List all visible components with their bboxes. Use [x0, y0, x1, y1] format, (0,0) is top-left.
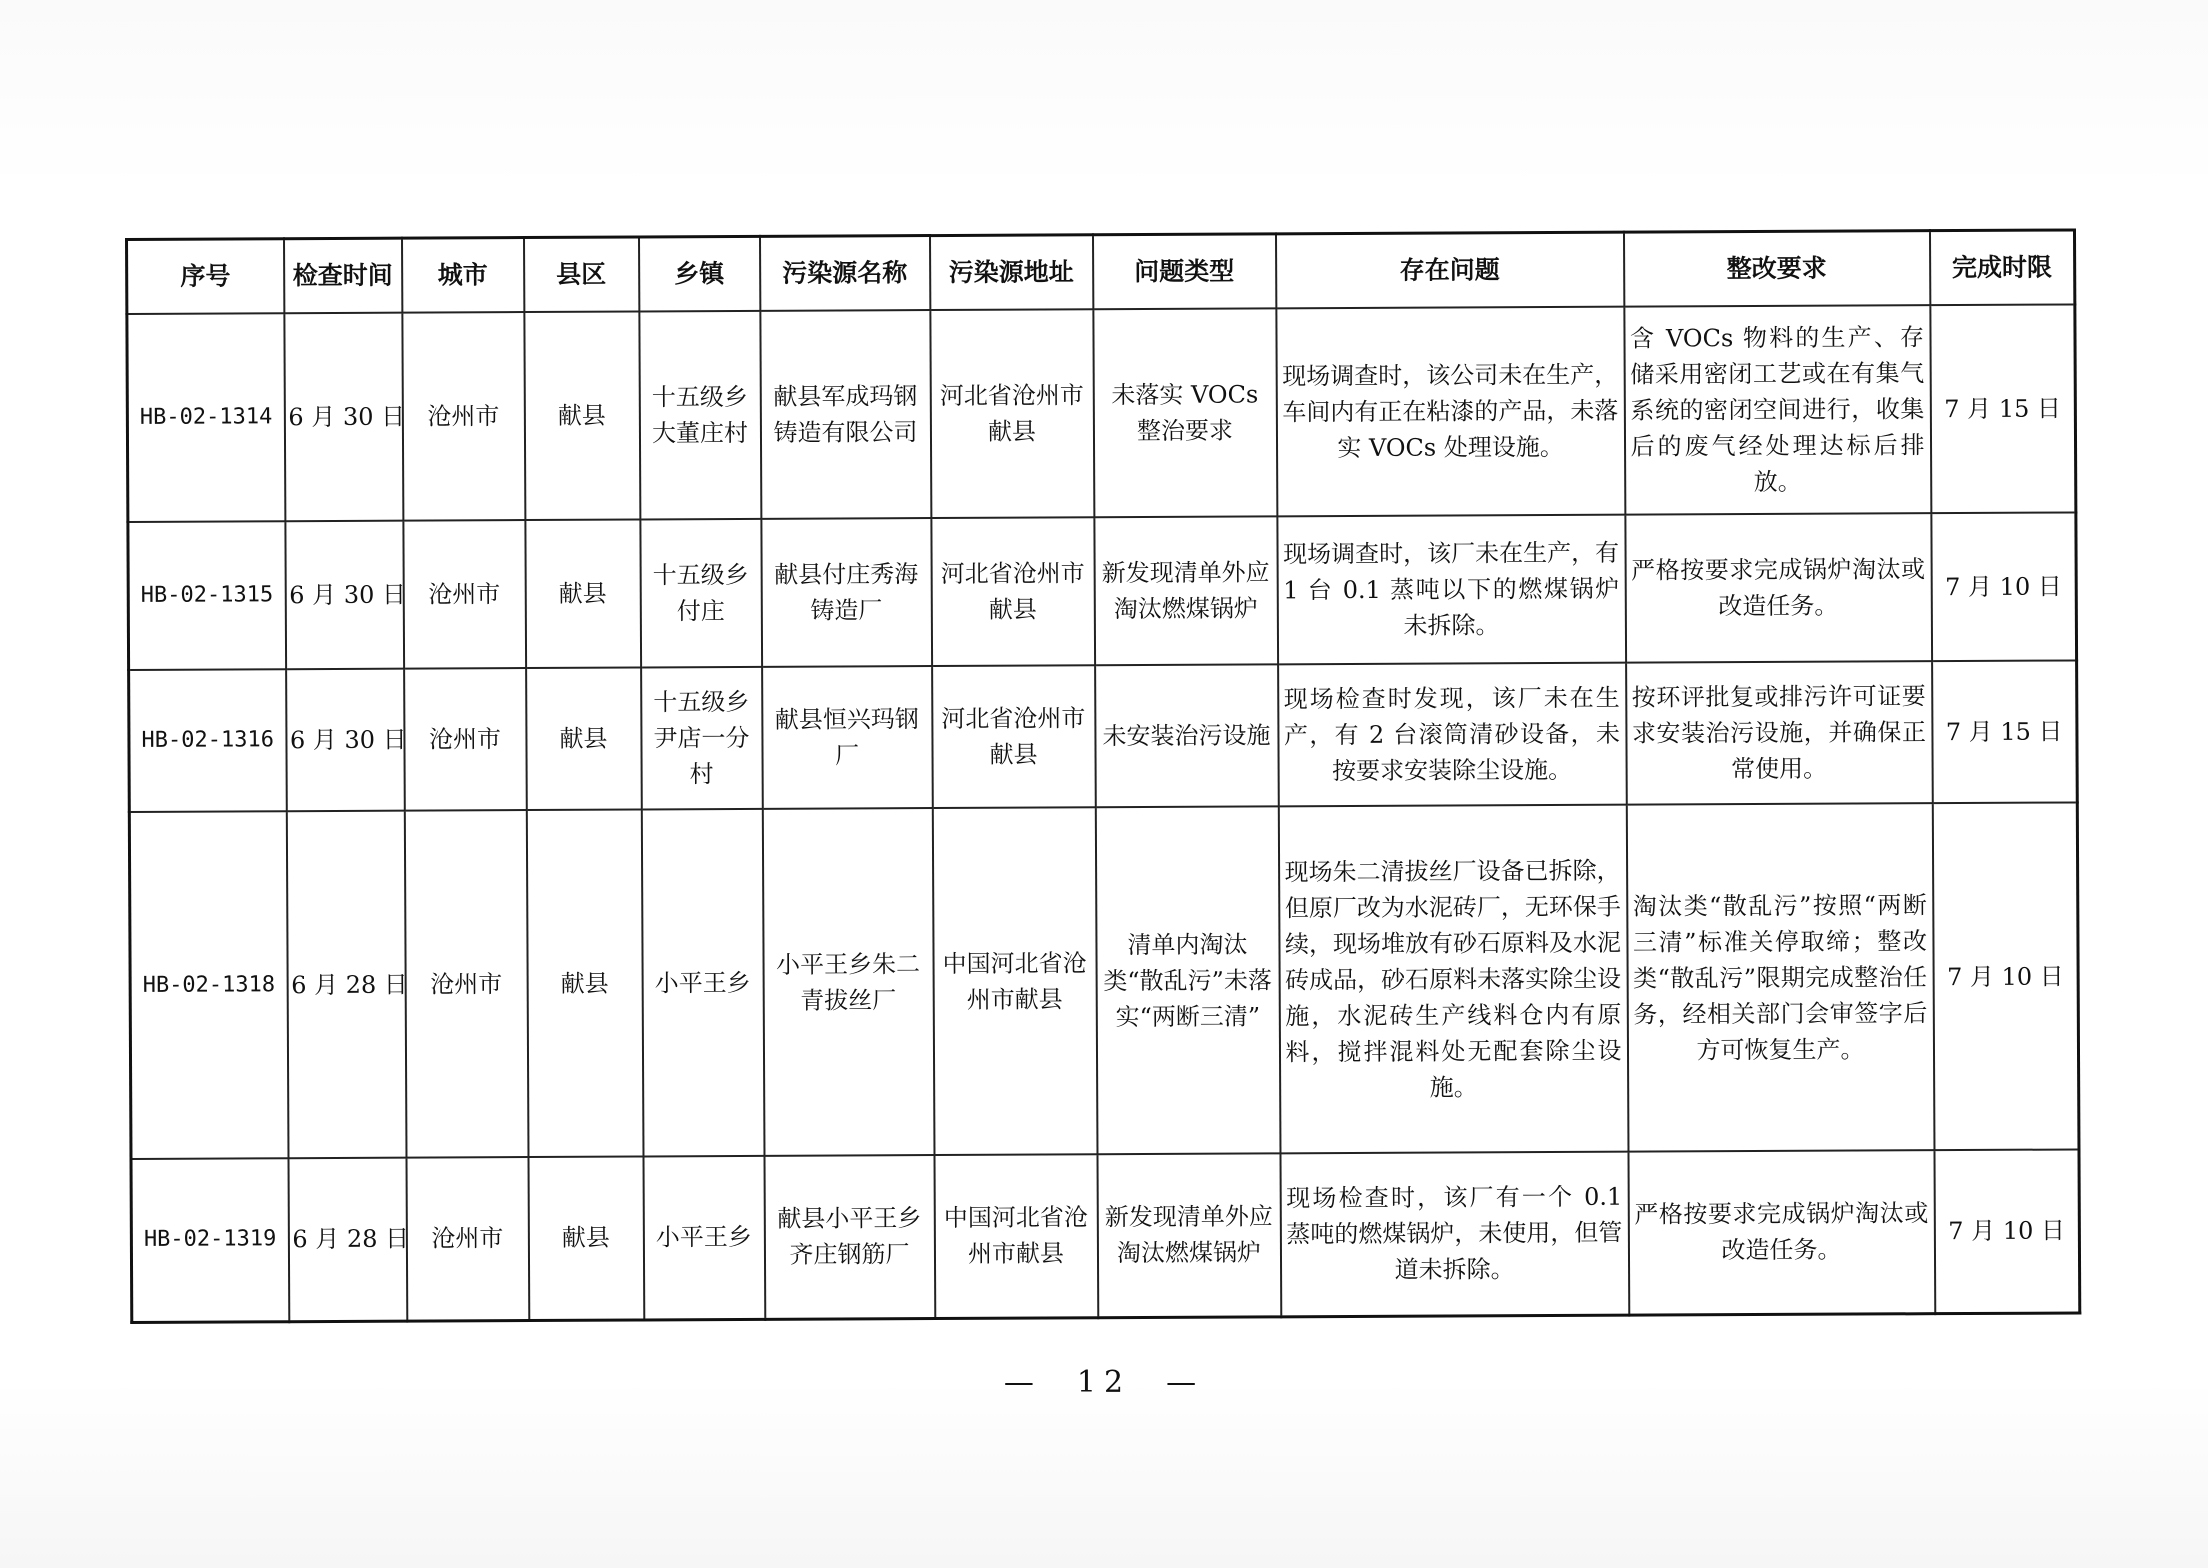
cell-check-time: 6 月 30 日: [284, 313, 403, 522]
cell-existing-problem: 现场朱二清拔丝厂设备已拆除，但原厂改为水泥砖厂，无环保手续，现场堆放有砂石原料及水泥砖成品，砂石原料未落实除尘设施，水泥砖生产线料仓内有原料，搅拌混料处无配套除尘设施。: [1278, 805, 1628, 1154]
table-header-row: [127, 230, 2075, 314]
table-row: [131, 1149, 2080, 1322]
cell-serial: HB-02-1315: [128, 521, 286, 670]
cell-existing-problem: 现场检查时，该厂有一个 0.1 蒸吨的燃煤锅炉，未使用，但管道未拆除。: [1280, 1152, 1629, 1317]
cell-county: 献县: [525, 519, 641, 668]
table-row: [129, 802, 2079, 1159]
inspection-table: [125, 228, 2081, 1323]
cell-serial: HB-02-1318: [129, 811, 288, 1159]
cell-rectification-requirement: 严格按要求完成锅炉淘汰或改造任务。: [1628, 1150, 1935, 1314]
header-town: 乡镇: [639, 236, 760, 311]
cell-source-address: 河北省沧州市献县: [930, 309, 1094, 518]
cell-town: 小平王乡: [643, 1156, 765, 1320]
cell-city: 沧州市: [403, 520, 526, 669]
cell-source-name: 小平王乡朱二青拔丝厂: [762, 808, 934, 1156]
header-check-time: 检查时间: [284, 238, 402, 313]
cell-existing-problem: 现场调查时，该厂未在生产，有 1 台 0.1 蒸吨以下的燃煤锅炉未拆除。: [1277, 515, 1626, 665]
cell-town: 十五级乡尹店一分村: [641, 667, 763, 810]
cell-check-time: 6 月 28 日: [286, 811, 406, 1159]
cell-rectification-requirement: 按环评批复或排污许可证要求安装治污设施，并确保正常使用。: [1626, 661, 1933, 804]
cell-county: 献县: [526, 809, 643, 1157]
cell-source-address: 中国河北省沧州市献县: [934, 1154, 1098, 1318]
cell-county: 献县: [528, 1156, 644, 1320]
cell-problem-type: 未落实 VOCs 整治要求: [1093, 308, 1277, 517]
cell-serial: HB-02-1319: [131, 1158, 289, 1322]
header-county: 县区: [524, 237, 639, 312]
table-row: [129, 660, 2078, 812]
header-source-name: 污染源名称: [759, 236, 929, 311]
header-rectification-requirement: 整改要求: [1623, 231, 1929, 307]
cell-check-time: 6 月 28 日: [288, 1158, 407, 1322]
cell-source-address: 河北省沧州市献县: [931, 517, 1095, 666]
cell-source-name: 献县付庄秀海铸造厂: [761, 518, 932, 667]
cell-town: 十五级乡付庄: [640, 519, 762, 668]
table-row: [127, 304, 2076, 522]
cell-problem-type: 新发现清单外应淘汰燃煤锅炉: [1097, 1153, 1281, 1317]
cell-serial: HB-02-1314: [127, 313, 285, 522]
cell-problem-type: 未安装治污设施: [1095, 664, 1279, 807]
cell-city: 沧州市: [402, 312, 525, 521]
cell-rectification-requirement: 淘汰类“散乱污”按照“两断三清”标准关停取缔；整改类“散乱污”限期完成整治任务，经相关部门会审签字后方可恢复生产。: [1626, 803, 1934, 1151]
cell-existing-problem: 现场检查时发现，该厂未在生产，有 2 台滚筒清砂设备，未按要求安装除尘设施。: [1278, 663, 1627, 807]
cell-deadline: 7 月 10 日: [1932, 802, 2079, 1150]
cell-deadline: 7 月 15 日: [1932, 660, 2078, 803]
cell-deadline: 7 月 10 日: [1934, 1149, 2080, 1313]
cell-source-address: 河北省沧州市献县: [932, 665, 1096, 808]
cell-county: 献县: [526, 667, 642, 810]
cell-problem-type: 清单内淘汰类“散乱污”未落实“两断三清”: [1095, 806, 1280, 1154]
cell-check-time: 6 月 30 日: [285, 521, 404, 670]
cell-rectification-requirement: 含 VOCs 物料的生产、存储采用密闭工艺或在有集气系统的密闭空间进行，收集后的废气经处理达标后排放。: [1624, 305, 1931, 514]
table-row: [128, 512, 2077, 670]
cell-town: 十五级乡大董庄村: [639, 311, 761, 520]
header-city: 城市: [402, 238, 524, 313]
cell-deadline: 7 月 10 日: [1931, 512, 2077, 661]
cell-source-name: 献县恒兴玛钢厂: [762, 666, 933, 809]
header-serial: 序号: [127, 239, 284, 314]
cell-source-name: 献县小平王乡齐庄钢筋厂: [764, 1155, 935, 1319]
cell-source-name: 献县军成玛钢铸造有限公司: [760, 310, 931, 519]
cell-serial: HB-02-1316: [129, 669, 287, 812]
page-number: — 12 —: [1003, 1365, 1205, 1400]
cell-check-time: 6 月 30 日: [286, 669, 405, 812]
header-existing-problem: 存在问题: [1275, 232, 1623, 308]
cell-town: 小平王乡: [641, 809, 764, 1157]
cell-city: 沧州市: [404, 810, 528, 1158]
cell-city: 沧州市: [404, 668, 527, 811]
header-deadline: 完成时限: [1929, 230, 2074, 305]
header-problem-type: 问题类型: [1092, 234, 1275, 309]
cell-deadline: 7 月 15 日: [1930, 304, 2076, 513]
cell-rectification-requirement: 严格按要求完成锅炉淘汰或改造任务。: [1625, 513, 1932, 662]
cell-county: 献县: [524, 311, 640, 520]
header-source-address: 污染源地址: [929, 235, 1092, 310]
cell-city: 沧州市: [406, 1157, 529, 1321]
cell-source-address: 中国河北省沧州市献县: [932, 807, 1097, 1155]
cell-problem-type: 新发现清单外应淘汰燃煤锅炉: [1094, 516, 1278, 665]
cell-existing-problem: 现场调查时，该公司未在生产，车间内有正在粘漆的产品，未落实 VOCs 处理设施。: [1276, 307, 1625, 517]
